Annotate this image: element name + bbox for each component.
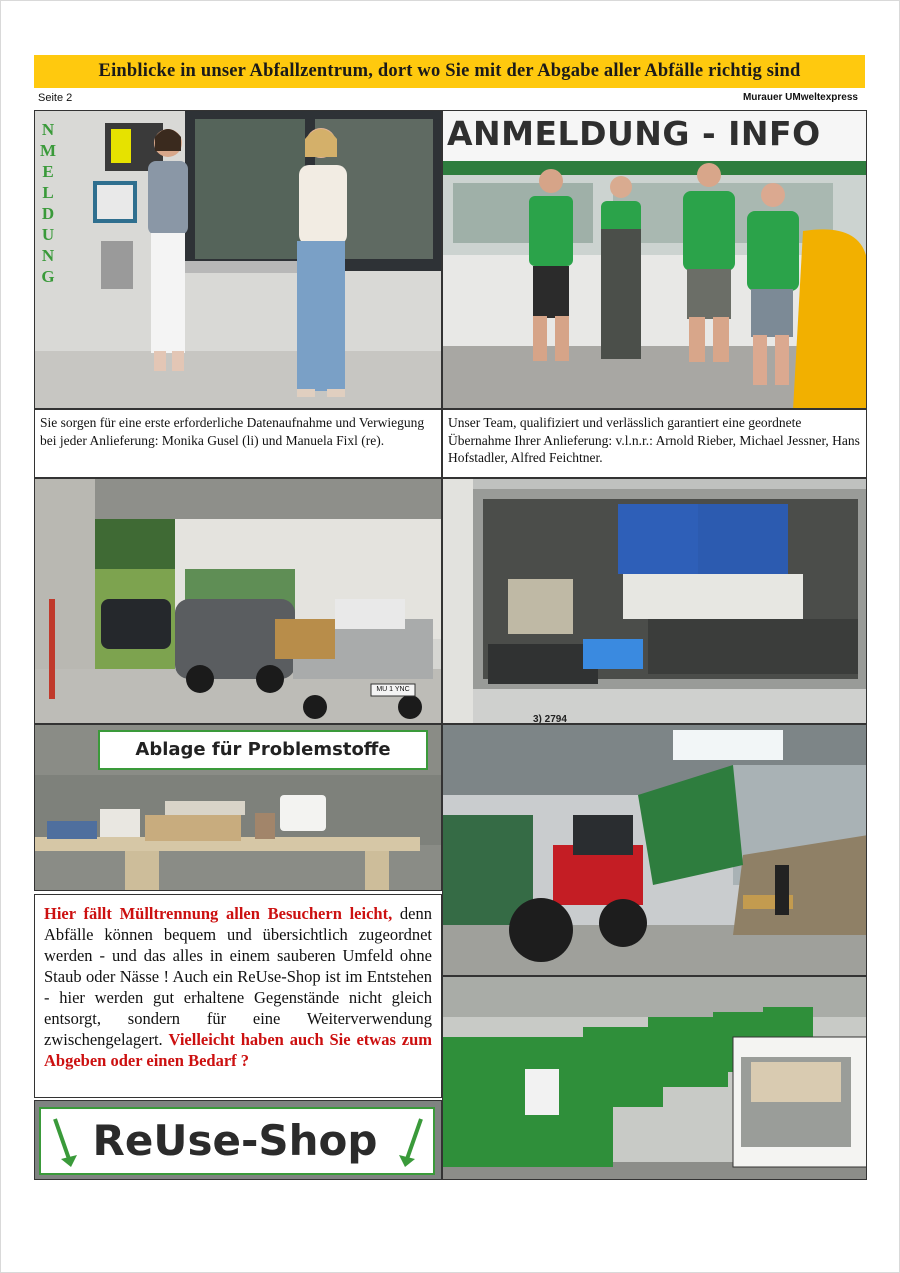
photo-tractor <box>442 724 867 976</box>
battery-bin-marking: 3) 2794 <box>533 714 567 724</box>
photo-team <box>442 110 867 409</box>
team-sign-text: ANMELDUNG - INFO <box>447 114 821 153</box>
info-body: denn Abfälle können bequem und übersichtlich zugeordnet werden - und das alles in einem sauberen Umfeld ohne Staub oder Nässe ! Auch ein ReUse-Shop ist im Entstehen - hier werden gut erhaltene Gegenstände nicht gleich entsorgt, sondern für eine Weiterverwendung zwischengelagert. <box>44 904 432 1049</box>
page-headline: Einblicke in unser Abfallzentrum, dort wo Sie mit der Abgabe aller Abfälle richtig sind <box>34 55 865 88</box>
photo-batteries <box>442 478 867 724</box>
sign-letter: U <box>41 225 55 244</box>
sign-letter: N <box>41 120 55 139</box>
arrow-down-right-icon <box>397 1115 427 1167</box>
sign-letter: G <box>41 267 55 286</box>
license-plate-text: MU 1 YNC <box>376 686 410 693</box>
photo-containers <box>442 976 867 1180</box>
caption-team: Unser Team, qualifiziert und verlässlich garantiert eine geordnete Übernahme Ihrer Anlieferung: v.l.n.r.: Arnold Rieber, Michael Jessner, Hans Hofstadler, Alfred Feichtner. <box>442 409 867 478</box>
sign-letter: L <box>42 183 54 202</box>
problemstoffe-sign-text: Ablage für Problemstoffe <box>135 739 391 760</box>
info-textbox <box>34 894 442 1098</box>
sign-letter: M <box>39 141 57 160</box>
publication-name: Murauer UMweltexpress <box>742 92 858 103</box>
photo-problemstoffe <box>34 724 442 891</box>
info-closing: Vielleicht haben auch Sie etwas zum Abgeben oder einen Bedarf ? <box>44 1030 433 1070</box>
vertical-sign <box>37 119 59 287</box>
caption-registration: Sie sorgen für eine erste erforderliche Datenaufnahme und Verwiegung bei jeder Anlieferung: Monika Gusel (li) und Manuela Fixl (re). <box>34 409 442 478</box>
sign-letter: D <box>41 204 55 223</box>
info-lead: Hier fällt Mülltrennung allen Besuchern leicht, <box>44 904 393 923</box>
sign-letter: E <box>42 162 54 181</box>
page-number: Seite 2 <box>38 92 73 104</box>
photo-registration <box>34 110 442 409</box>
reuse-shop-sign <box>34 1100 442 1180</box>
reuse-sign-text: ReUse-Shop <box>92 1116 378 1165</box>
sign-letter: N <box>41 246 55 265</box>
photo-hall-car <box>34 478 442 724</box>
